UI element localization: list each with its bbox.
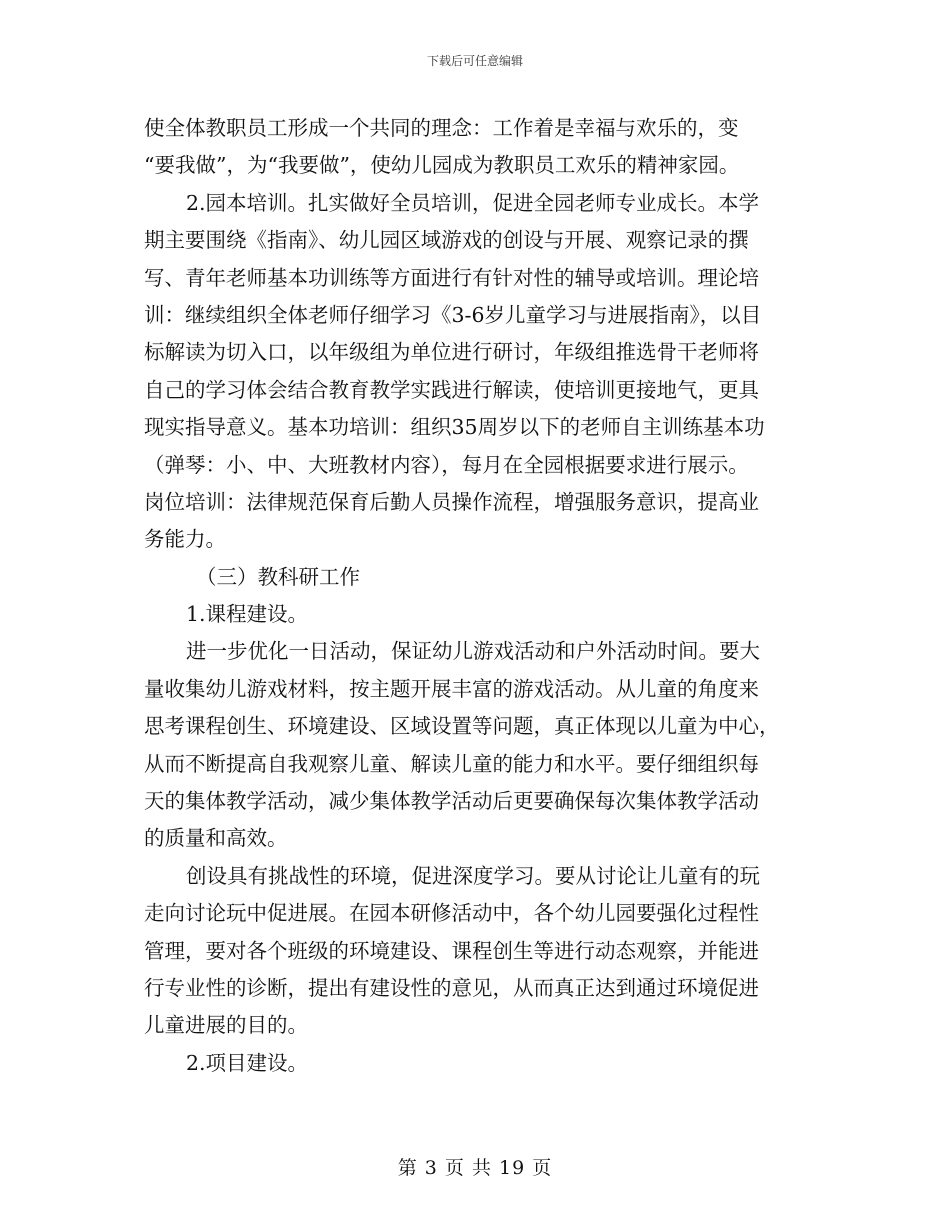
paragraph-start: 2.园本培训。扎实做好全员培训，促进全园老师专业成长。本学: [186, 190, 760, 215]
text-line: （弹琴：小、中、大班教材内容），每月在全园根据要求进行展示。: [144, 452, 749, 477]
text-line: 现实指导意义。基本功培训：组织35周岁以下的老师自主训练基本功: [144, 415, 765, 440]
text-line: 儿童进展的目的。: [144, 1013, 308, 1038]
text-line: 管理，要对各个班级的环境建设、课程创生等进行动态观察，并能进: [144, 938, 759, 963]
text-line: 标解读为切入口，以年级组为单位进行研讨，年级组推选骨干老师将: [144, 340, 759, 365]
text-line: 自己的学习体会结合教育教学实践进行解读，使培训更接地气，更具: [144, 377, 759, 402]
text-line: 岗位培训：法律规范保育后勤人员操作流程，增强服务意识，提高业: [144, 489, 759, 514]
text-line: 量收集幼儿游戏材料，按主题开展丰富的游戏活动。从儿童的角度来: [144, 676, 759, 701]
text-line: 务能力。: [144, 527, 226, 552]
text-line: “要我做”，为“我要做”，使幼儿园成为教职员工欢乐的精神家园。: [144, 153, 740, 178]
document-body: [144, 110, 810, 1082]
text-line: 训：继续组织全体老师仔细学习《3-6岁儿童学习与进展指南》，以目: [144, 302, 762, 327]
paragraph-start: 进一步优化一日活动，保证幼儿游戏活动和户外活动时间。要大: [186, 639, 760, 664]
text-line: 从而不断提高自我观察儿童、解读儿童的能力和水平。要仔细组织每: [144, 751, 759, 776]
text-line: 期主要围绕《指南》、幼儿园区域游戏的创设与开展、观察记录的撰: [144, 228, 749, 253]
text-line: 天的集体教学活动，减少集体教学活动后更要确保每次集体教学活动: [144, 789, 759, 814]
section-heading: （三）教科研工作: [196, 564, 360, 589]
text-line: 使全体教职员工形成一个共同的理念：工作着是幸福与欢乐的，变: [144, 116, 739, 140]
subsection-heading: 2.项目建设。: [186, 1050, 309, 1075]
subsection-heading: 1.课程建设。: [186, 602, 309, 627]
text-line: 行专业性的诊断，提出有建设性的意见，从而真正达到通过环境促进: [144, 975, 759, 1000]
text-line: 的质量和高效。: [144, 826, 288, 851]
text-line: 写、青年老师基本功训练等方面进行有针对性的辅导或培训。理论培: [144, 265, 759, 290]
text-line: 走向讨论玩中促进展。在园本研修活动中，各个幼儿园要强化过程性: [144, 901, 759, 926]
text-line: 思考课程创生、环境建设、区域设置等问题，真正体现以儿童为中心，: [144, 714, 780, 739]
paragraph-start: 创设具有挑战性的环境，促进深度学习。要从讨论让儿童有的玩: [186, 863, 760, 888]
page-number-footer: 第 3 页 共 19 页: [397, 1157, 553, 1179]
page-header: 下载后可任意编辑: [426, 54, 523, 68]
